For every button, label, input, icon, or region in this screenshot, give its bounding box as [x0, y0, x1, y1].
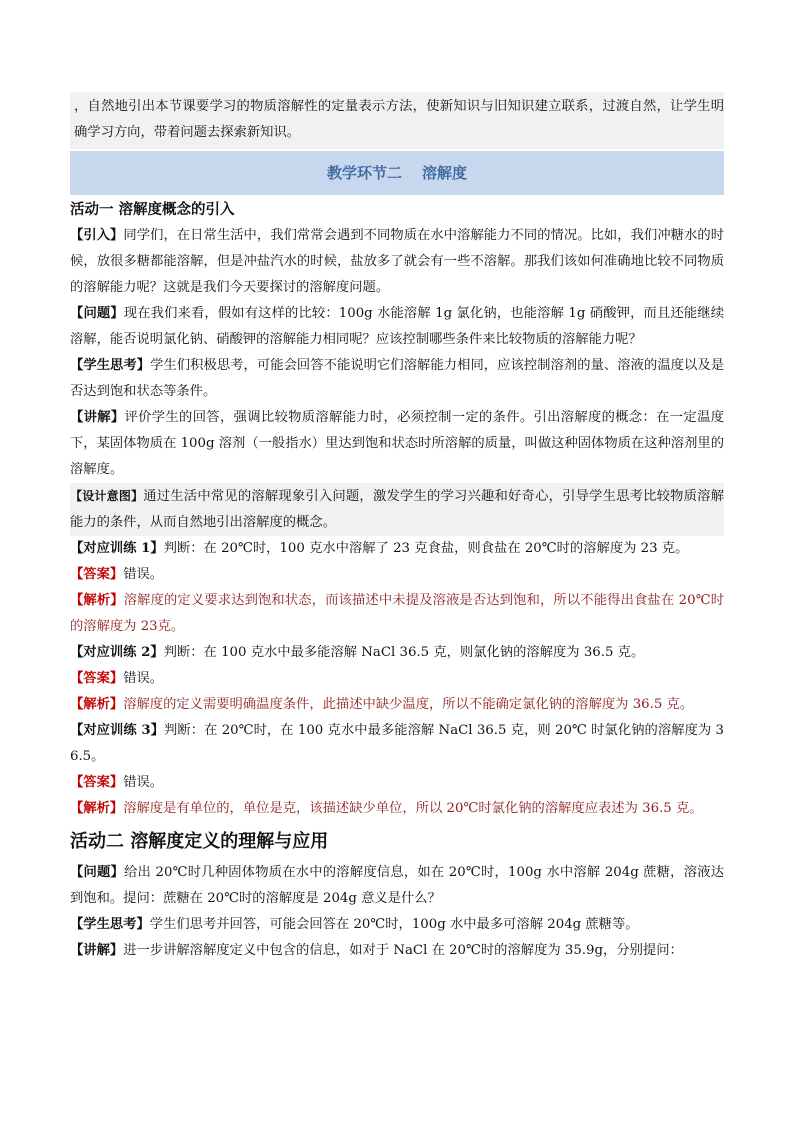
training3-tag: 【对应训练 3】 [70, 723, 165, 738]
act2-wenti-text: 给出 20℃时几种固体物质在水中的溶解度信息，如在 20℃时，100g 水中溶解 204g 蔗糖，溶液达到饱和。提问：蔗糖在 20℃时的溶解度是 204g 意义是什么？ [70, 865, 725, 906]
analysis3-text: 溶解度是有单位的，单位是克，该描述缺少单位，所以 20℃时氯化钠的溶解度应表述为 36.5 克。 [123, 801, 703, 816]
act2-jiangjie-paragraph [70, 938, 724, 964]
wenti-tag: 【问题】 [70, 306, 124, 321]
answer3-tag: 【答案】 [70, 775, 124, 790]
section-title: 溶解度 [422, 164, 468, 182]
answer3-text: 错误。 [123, 775, 164, 790]
answer1-paragraph [70, 562, 724, 588]
intro-paragraph: ，自然地引出本节课要学习的物质溶解性的定量表示方法，使新知识与旧知识建立联系，过渡自然，让学生明确学习方向，带着问题去探索新知识。 [70, 92, 724, 149]
section-banner [70, 151, 724, 195]
yinru-tag: 【引入】 [70, 228, 124, 243]
training1-paragraph [70, 536, 724, 562]
analysis1-paragraph [70, 588, 724, 640]
training3-paragraph [70, 718, 724, 770]
analysis1-text: 溶解度的定义要求达到饱和状态，而该描述中未提及溶液是否达到饱和，所以不能得出食盐在 20℃时的溶解度为 23克。 [70, 593, 724, 634]
act2-sikao-text: 学生们思考并回答，可能会回答在 20℃时，100g 水中最多可溶解 204g 蔗糖等。 [149, 917, 639, 932]
training1-tag: 【对应训练 1】 [70, 541, 164, 556]
analysis2-tag: 【解析】 [70, 697, 124, 712]
act2-jiangjie-text: 进一步讲解溶解度定义中包含的信息，如对于 NaCl 在 20℃时的溶解度为 35.9g，分别提问： [123, 943, 683, 958]
answer2-paragraph [70, 666, 724, 692]
analysis2-paragraph [70, 692, 724, 718]
activity1-title: 活动一 溶解度概念的引入 [70, 201, 235, 218]
analysis1-tag: 【解析】 [70, 593, 124, 608]
answer2-tag: 【答案】 [70, 671, 124, 686]
act2-jiangjie-tag: 【讲解】 [70, 943, 124, 958]
answer2-text: 错误。 [123, 671, 164, 686]
analysis3-tag: 【解析】 [70, 801, 124, 816]
analysis3-paragraph [70, 796, 724, 822]
sikao-tag: 【学生思考】 [70, 358, 151, 373]
jiangjie-tag: 【讲解】 [70, 410, 125, 425]
sheji-text: 通过生活中常见的溶解现象引入问题，激发学生的学习兴趣和好奇心，引导学生思考比较物质溶解能力的条件，从而自然地引出溶解度的概念。 [70, 489, 724, 530]
yinru-text: 同学们，在日常生活中，我们常常会遇到不同物质在水中溶解能力不同的情况。比如，我们冲糖水的时候，放很多糖都能溶解，但是冲盐汽水的时候，盐放多了就会有一些不溶解。那我们该如何准确地比较不同物质的溶解能力呢？这就是我们今天要探讨的溶解度问题。 [70, 228, 725, 295]
training1-text: 判断：在 20℃时，100 克水中溶解了 23 克食盐，则食盐在 20℃时的溶解度为 23 克。 [163, 541, 689, 556]
sikao-paragraph [70, 353, 724, 405]
answer1-tag: 【答案】 [70, 567, 124, 582]
yinru-paragraph [70, 223, 724, 301]
sheji-tag: 【设计意图】 [70, 489, 144, 503]
act2-sikao-tag: 【学生思考】 [70, 917, 150, 932]
document-page [70, 92, 724, 964]
answer1-text: 错误。 [123, 567, 164, 582]
analysis2-text: 溶解度的定义需要明确温度条件，此描述中缺少温度，所以不能确定氯化钠的溶解度为 36.5 克。 [123, 697, 694, 712]
section-label: 教学环节二 [326, 164, 402, 182]
jiangjie-text: 评价学生的回答，强调比较物质溶解能力时，必须控制一定的条件。引出溶解度的概念：在一定温度下，某固体物质在 100g 溶剂（一般指水）里达到饱和状态时所溶解的质量，叫做这种固体物质在这种溶剂里的溶解度。 [70, 410, 725, 477]
training2-paragraph [70, 640, 724, 666]
act2-wenti-paragraph [70, 860, 724, 912]
answer3-paragraph [70, 770, 724, 796]
sikao-text: 学生们积极思考，可能会回答不能说明它们溶解能力相同，应该控制溶剂的量、溶液的温度以及是否达到饱和状态等条件。 [70, 358, 725, 399]
training2-tag: 【对应训练 2】 [70, 645, 164, 660]
training2-text: 判断：在 100 克水中最多能溶解 NaCl 36.5 克，则氯化钠的溶解度为 36.5 克。 [163, 645, 645, 660]
act2-sikao-paragraph [70, 912, 724, 938]
jiangjie-paragraph [70, 405, 724, 483]
act2-wenti-tag: 【问题】 [70, 865, 125, 880]
wenti-text: 现在我们来看，假如有这样的比较：100g 水能溶解 1g 氯化钠，也能溶解 1g 硝酸钾，而且还能继续溶解，能否说明氯化钠、硝酸钾的溶解能力相同呢？应该控制哪些条件来比较物质的溶解能力呢？ [70, 306, 725, 347]
wenti-paragraph [70, 301, 724, 353]
activity2-title: 活动二 溶解度定义的理解与应用 [70, 831, 329, 852]
sheji-paragraph [70, 483, 724, 536]
training3-text: 判断：在 20℃时，在 100 克水中最多能溶解 NaCl 36.5 克，则 20℃ 时氯化钠的溶解度为 36.5。 [70, 723, 724, 764]
